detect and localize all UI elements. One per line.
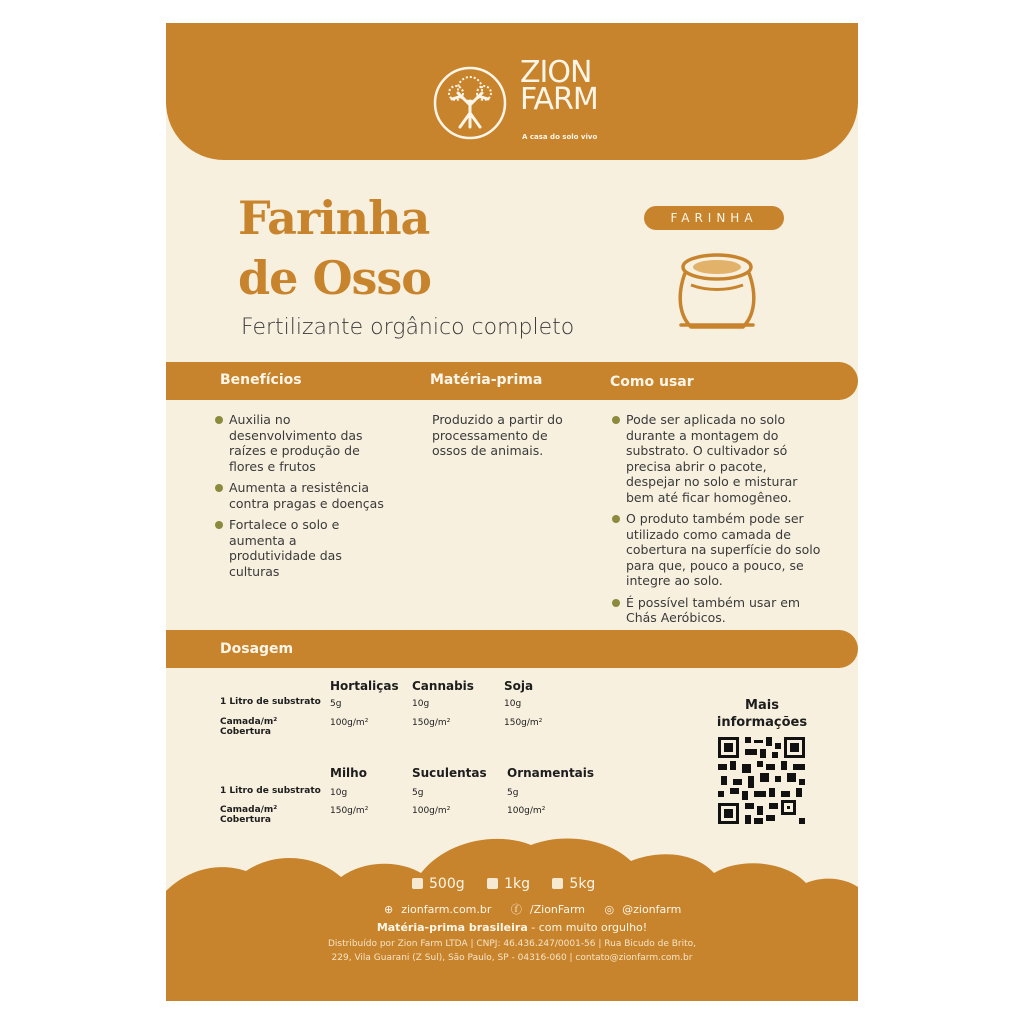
materia-prima-heading: Matéria-prima	[430, 372, 543, 388]
instagram-text: @zionfarm	[622, 903, 682, 916]
sack-icon	[671, 245, 763, 333]
legal-line1: Distribuído por Zion Farm LTDA | CNPJ: 46.436.247/0001-56 | Rua Bicudo de Brito,	[328, 939, 696, 949]
website-link[interactable]	[384, 903, 499, 916]
dose-camada: 150g/m²	[330, 806, 369, 816]
dose-camada: 100g/m²	[412, 806, 451, 816]
beneficio-item: Auxilia no desenvolvimento das raízes e produção de flores e frutos	[215, 412, 385, 474]
website-text: zionfarm.com.br	[401, 903, 492, 916]
proud-line	[166, 921, 858, 934]
dose-litro: 10g	[330, 788, 348, 798]
more-info-label	[710, 697, 814, 731]
como-usar-heading: Como usar	[610, 374, 694, 390]
size-options	[412, 876, 613, 892]
instagram-link[interactable]	[605, 903, 690, 916]
info-band	[166, 362, 858, 400]
dose-litro: 5g	[507, 788, 519, 798]
checkbox-icon[interactable]	[552, 878, 563, 889]
dose-camada: 150g/m²	[412, 718, 451, 728]
instagram-icon: ◎	[604, 903, 615, 916]
beneficios-heading: Benefícios	[220, 372, 302, 388]
dosagem-band	[166, 630, 858, 668]
product-title-line2: de Osso	[238, 251, 431, 305]
row-label-camada-line2: Cobertura	[220, 815, 271, 825]
crop-name: Soja	[504, 679, 534, 693]
dose-litro: 10g	[504, 699, 522, 709]
beneficio-item: Aumenta a resistência contra pragas e doenças	[215, 480, 385, 511]
dose-litro: 5g	[412, 788, 424, 798]
row-label-camada-line1: Camada/m²	[220, 717, 278, 727]
materia-prima-text: Produzido a partir do processamento de ossos de animais.	[432, 412, 563, 458]
checkbox-icon[interactable]	[412, 878, 423, 889]
globe-icon: ⊕	[384, 903, 394, 916]
checkbox-icon[interactable]	[487, 878, 498, 889]
como-usar-item: O produto também pode ser utilizado como camada de cobertura na superfície do solo para que, pouco a pouco, se integre ao solo.	[612, 511, 822, 589]
row-label-camada-line1: Camada/m²	[220, 805, 278, 815]
crop-name: Milho	[330, 766, 367, 780]
dose-camada: 150g/m²	[504, 718, 543, 728]
row-label-camada	[220, 805, 277, 825]
beneficio-item: Fortalece o solo e aumenta a produtividade das culturas	[215, 517, 385, 579]
proud-bold: Matéria-prima brasileira	[376, 921, 528, 934]
como-usar-item: Pode ser aplicada no solo durante a montagem do substrato. O cultivador só precisa abrir o pacote, despejar no solo e misturar bem até ficar homogêneo.	[612, 412, 822, 505]
como-usar-list	[612, 412, 822, 632]
category-badge: FARINHA	[644, 206, 784, 230]
brand-tagline: A casa do solo vivo	[522, 133, 598, 141]
more-info-line2: informações	[716, 715, 808, 730]
legal-line2: 229, Vila Guarani (Z Sul), São Paulo, SP - 04316-060 | contato@zionfarm.com.br	[331, 953, 693, 963]
facebook-icon: ⓕ	[510, 903, 522, 916]
row-label-litro: 1 Litro de substrato	[220, 786, 321, 796]
row-label-camada-line2: Cobertura	[220, 727, 271, 737]
dose-camada: 100g/m²	[330, 718, 369, 728]
como-usar-item: É possível também usar em Chás Aeróbicos.	[612, 595, 822, 626]
dose-litro: 5g	[330, 699, 342, 709]
header-band	[166, 23, 858, 160]
brand-name-line1: ZION	[520, 55, 592, 90]
dose-litro: 10g	[412, 699, 430, 709]
crop-name: Cannabis	[412, 679, 474, 693]
size-label: 500g	[429, 876, 465, 892]
product-sheet	[166, 23, 858, 1001]
facebook-text: /ZionFarm	[529, 903, 586, 916]
brand-name	[520, 55, 598, 117]
beneficios-list	[215, 412, 385, 585]
product-subtitle: Fertilizante orgânico completo	[241, 315, 575, 340]
qr-code-icon[interactable]	[718, 737, 805, 824]
row-label-litro: 1 Litro de substrato	[220, 697, 321, 707]
crop-name: Ornamentais	[507, 766, 595, 780]
product-title-line1: Farinha	[238, 191, 430, 245]
dosagem-heading: Dosagem	[220, 641, 294, 657]
size-option[interactable]	[412, 876, 465, 892]
tree-of-life-logo-icon	[432, 65, 508, 141]
size-label: 1kg	[504, 876, 530, 892]
size-option[interactable]	[552, 876, 595, 892]
brand-name-line2: FARM	[520, 82, 598, 117]
more-info-line1: Mais	[745, 698, 779, 713]
dose-camada: 100g/m²	[507, 806, 546, 816]
legal-text	[166, 937, 858, 965]
social-links	[384, 901, 697, 917]
crop-name: Hortaliças	[330, 679, 399, 693]
crop-name: Suculentas	[412, 766, 487, 780]
row-label-camada	[220, 717, 277, 737]
size-option[interactable]	[487, 876, 530, 892]
facebook-link[interactable]	[511, 903, 593, 916]
product-title	[238, 188, 431, 308]
proud-rest: - com muito orgulho!	[527, 921, 648, 934]
size-label: 5kg	[569, 876, 596, 892]
